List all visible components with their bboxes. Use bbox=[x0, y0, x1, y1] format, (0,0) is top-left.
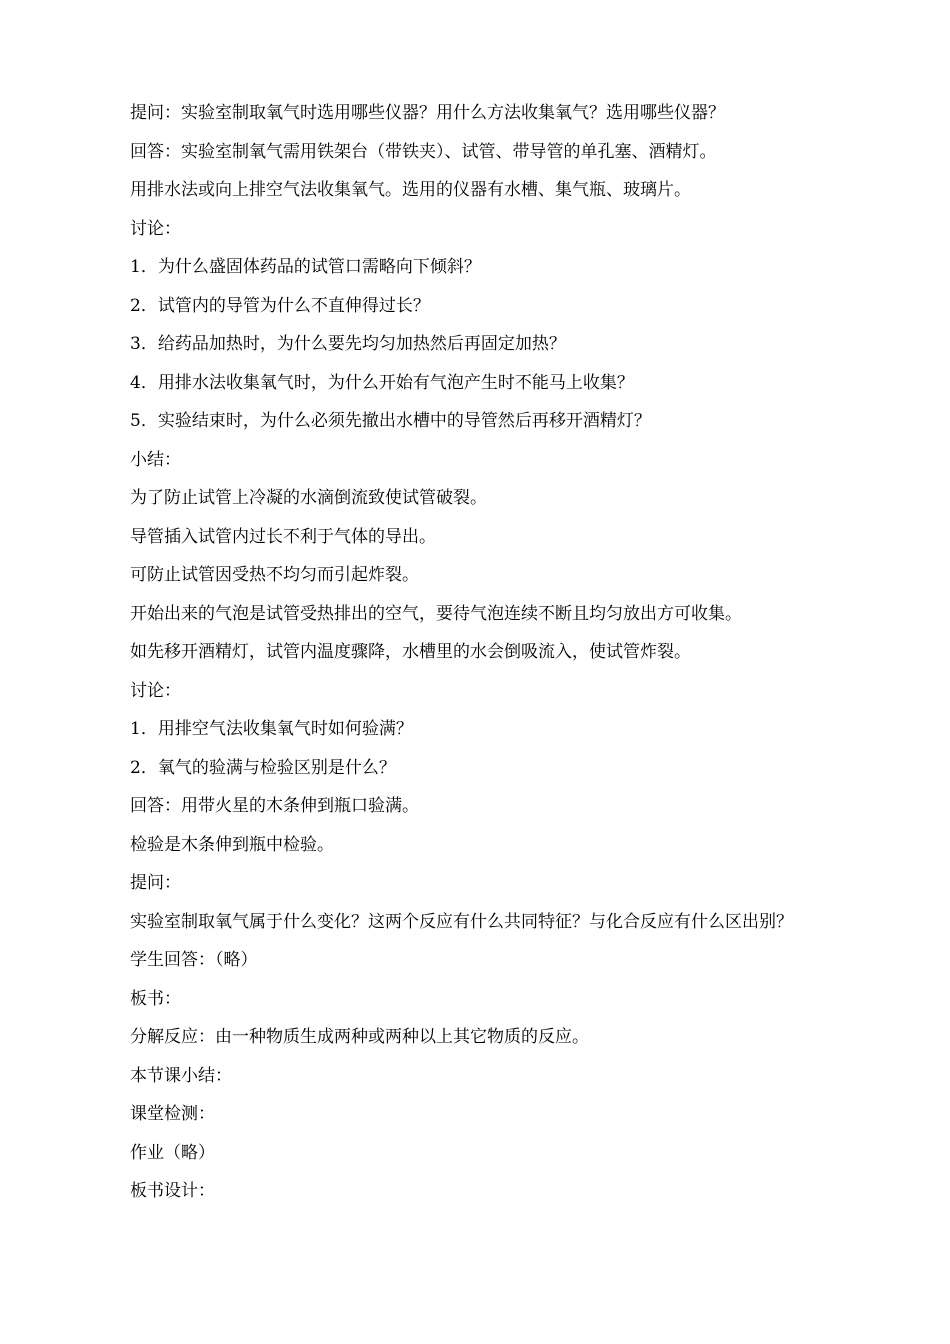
blackboard-design-heading: 板书设计： bbox=[130, 1181, 215, 1201]
question-instruments: 提问：实验室制取氧气时选用哪些仪器？用什么方法收集氧气？选用哪些仪器？ bbox=[130, 103, 725, 123]
answer-verify-full: 回答：用带火星的木条伸到瓶口验满。 bbox=[130, 796, 419, 816]
discussion-heading-2: 讨论： bbox=[130, 680, 181, 701]
discussion2-item-2: 2．氧气的验满与检验区别是什么？ bbox=[130, 757, 396, 778]
discussion-heading: 讨论： bbox=[130, 218, 181, 239]
summary-item-3: 可防止试管因受热不均匀而引起炸裂。 bbox=[130, 565, 419, 585]
discussion-item-5: 5．实验结束时，为什么必须先撤出水槽中的导管然后再移开酒精灯？ bbox=[130, 411, 651, 431]
blackboard-heading: 板书： bbox=[130, 988, 181, 1009]
discussion2-item-1: 1．用排空气法收集氧气时如何验满？ bbox=[130, 719, 413, 739]
discussion-item-2: 2．试管内的导管为什么不直伸得过长？ bbox=[130, 295, 430, 316]
homework-line: 作业（略） bbox=[130, 1142, 215, 1163]
class-test-heading: 课堂检测： bbox=[130, 1104, 215, 1124]
document-body bbox=[130, 99, 920, 1216]
summary-item-5: 如先移开酒精灯，试管内温度骤降，水槽里的水会倒吸流入，使试管炸裂。 bbox=[130, 642, 691, 662]
decomposition-definition: 分解反应：由一种物质生成两种或两种以上其它物质的反应。 bbox=[130, 1027, 589, 1047]
answer-test: 检验是木条伸到瓶中检验。 bbox=[130, 834, 334, 855]
answer-instruments: 回答：实验室制氧气需用铁架台（带铁夹）、试管、带导管的单孔塞、酒精灯。 bbox=[130, 141, 717, 162]
student-answer: 学生回答：（略） bbox=[130, 950, 258, 970]
summary-item-4: 开始出来的气泡是试管受热排出的空气，要待气泡连续不断且均匀放出方可收集。 bbox=[130, 603, 742, 624]
discussion-item-4: 4．用排水法收集氧气时，为什么开始有气泡产生时不能马上收集？ bbox=[130, 372, 634, 393]
question-reaction-type: 实验室制取氧气属于什么变化？这两个反应有什么共同特征？与化合反应有什么区出别？ bbox=[130, 911, 793, 932]
answer-collection-method: 用排水法或向上排空气法收集氧气。选用的仪器有水槽、集气瓶、玻璃片。 bbox=[130, 180, 691, 200]
discussion-item-3: 3．给药品加热时，为什么要先均匀加热然后再固定加热？ bbox=[130, 334, 566, 354]
discussion-item-1: 1．为什么盛固体药品的试管口需略向下倾斜？ bbox=[130, 257, 481, 277]
summary-heading: 小结： bbox=[130, 449, 181, 470]
lesson-summary-heading: 本节课小结： bbox=[130, 1065, 232, 1086]
question-heading: 提问： bbox=[130, 873, 181, 893]
summary-item-2: 导管插入试管内过长不利于气体的导出。 bbox=[130, 526, 436, 547]
summary-item-1: 为了防止试管上冷凝的水滴倒流致使试管破裂。 bbox=[130, 488, 487, 508]
